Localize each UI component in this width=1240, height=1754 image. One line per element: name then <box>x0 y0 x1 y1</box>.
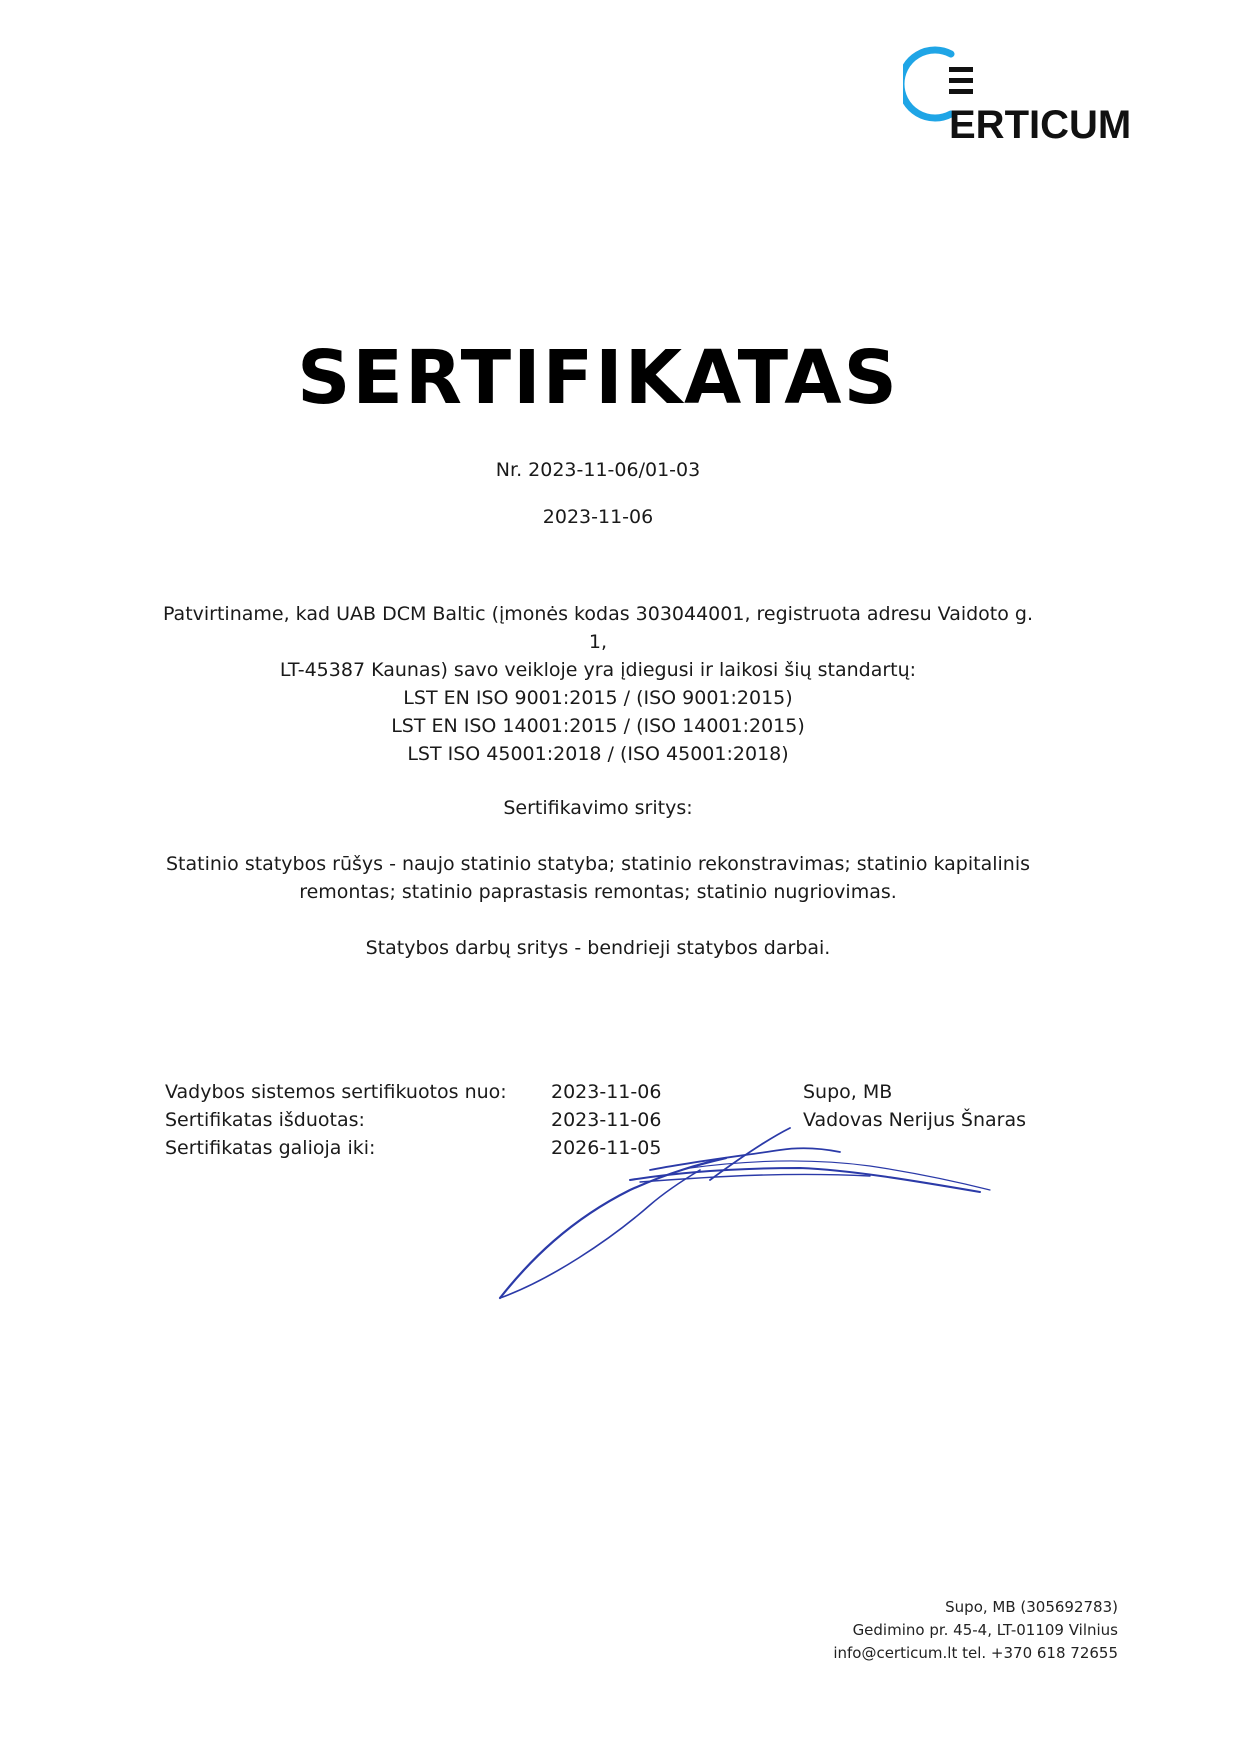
logo-bars-icon <box>949 65 973 95</box>
issuer-company: Supo, MB <box>803 1081 893 1103</box>
scope-paragraph <box>160 850 1036 906</box>
certificate-title: SERTIFIKATAS <box>297 335 899 421</box>
confirmation-line: Patvirtiname, kad UAB DCM Baltic (įmonės kodas 303044001, registruota adresu Vaidoto g. 1, <box>162 603 1034 653</box>
validity-value: 2023-11-06 <box>551 1109 662 1131</box>
scope-heading: Sertifikavimo sritys: <box>503 797 693 819</box>
validity-value: 2026-11-05 <box>551 1137 662 1159</box>
standard-item: LST EN ISO 9001:2015 / (ISO 9001:2015) <box>403 687 793 709</box>
certificate-date: 2023-11-06 <box>542 506 654 528</box>
issuer-signatory: Vadovas Nerijus Šnaras <box>803 1109 1027 1131</box>
logo-text: ERTICUM <box>949 103 1132 147</box>
validity-value: 2023-11-06 <box>551 1081 662 1103</box>
handwritten-signature <box>490 1110 1010 1314</box>
confirmation-paragraph <box>160 600 1036 684</box>
scope-line: Statinio statybos rūšys - naujo statinio statyba; statinio rekonstravimas; statinio kapitalinis <box>165 853 1031 875</box>
standards-list <box>0 684 1196 768</box>
certificate-number: Nr. 2023-11-06/01-03 <box>495 459 701 481</box>
footer-contact <box>833 1596 1118 1665</box>
footer-contacts: info@certicum.lt tel. +370 618 72655 <box>833 1644 1118 1662</box>
scope-line: remontas; statinio paprastasis remontas; statinio nugriovimas. <box>299 881 897 903</box>
logo-wordmark <box>949 58 1143 148</box>
validity-label: Sertifikatas išduotas: <box>165 1109 365 1131</box>
standard-item: LST ISO 45001:2018 / (ISO 45001:2018) <box>407 743 789 765</box>
confirmation-line: LT-45387 Kaunas) savo veikloje yra įdiegusi ir laikosi šių standartų: <box>279 659 917 681</box>
standard-item: LST EN ISO 14001:2015 / (ISO 14001:2015) <box>391 715 805 737</box>
footer-company: Supo, MB (305692783) <box>945 1598 1118 1616</box>
validity-label: Sertifikatas galioja iki: <box>165 1137 376 1159</box>
validity-label: Vadybos sistemos sertifikuotos nuo: <box>165 1081 507 1103</box>
works-line: Statybos darbų sritys - bendrieji statybos darbai. <box>365 937 831 959</box>
certicum-logo <box>903 44 1143 147</box>
signature-icon <box>490 1110 1010 1310</box>
footer-address: Gedimino pr. 45-4, LT-01109 Vilnius <box>852 1621 1118 1639</box>
